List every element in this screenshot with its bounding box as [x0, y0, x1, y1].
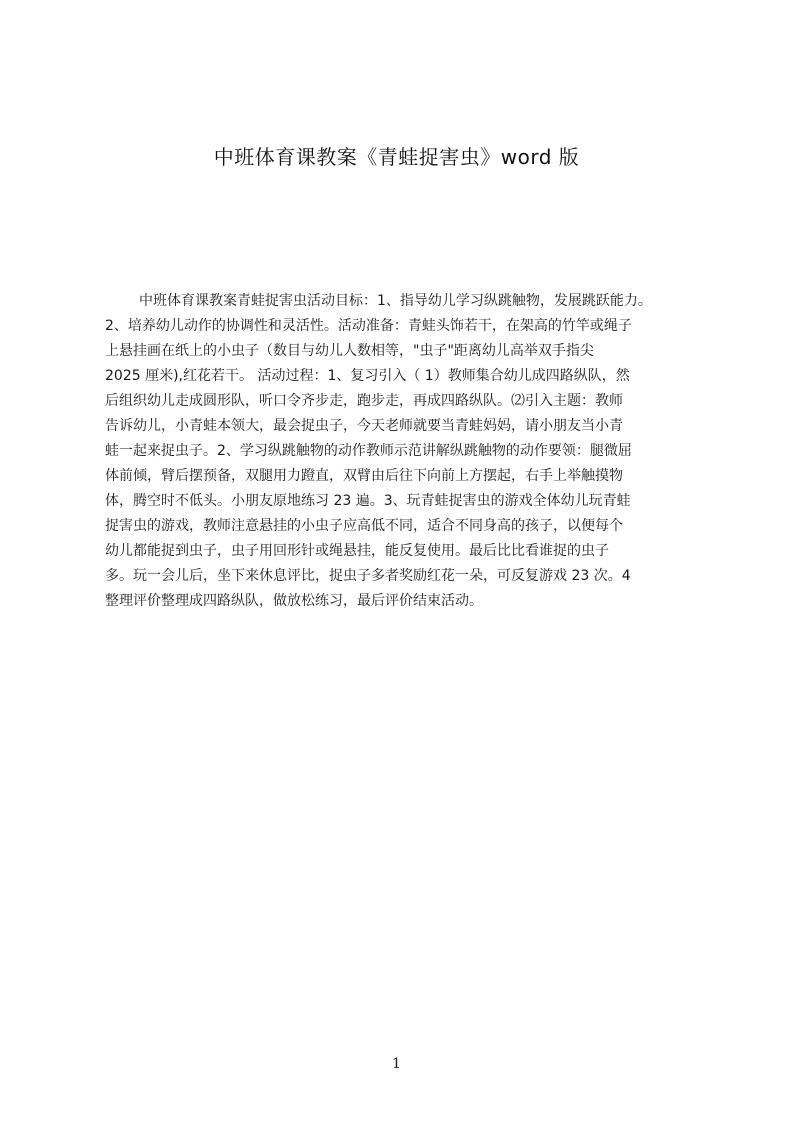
body-line: 多。玩一会儿后，坐下来休息评比，捉虫子多者奖励红花一朵，可反复游戏 23 次。4 — [105, 568, 631, 584]
page-number: 1 — [392, 1056, 401, 1072]
body-line: 上悬挂画在纸上的小虫子（数目与幼儿人数相等，"虫子"距离幼儿高举双手指尖 — [105, 343, 594, 359]
body-line: 整理评价整理成四路纵队，做放松练习，最后评价结束活动。 — [105, 593, 483, 609]
body-line: 告诉幼儿，小青蛙本领大，最会捉虫子，今天老师就要当青蛙妈妈，请小朋友当小青 — [105, 418, 623, 434]
body-line: 蛙一起来捉虫子。2、学习纵跳触物的动作教师示范讲解纵跳触物的动作要领：腿微屈 — [105, 443, 632, 459]
body-line: 捉害虫的游戏，教师注意悬挂的小虫子应高低不同，适合不同身高的孩子，以便每个 — [105, 518, 623, 534]
body-line: 中班体育课教案青蛙捉害虫活动目标：1、指导幼儿学习纵跳触物，发展跳跃能力。 — [139, 293, 652, 309]
body-line: 后组织幼儿走成圆形队，听口令齐步走，跑步走，再成四路纵队。⑵引入主题：教师 — [105, 393, 623, 409]
document-body — [105, 289, 697, 641]
body-line: 2、培养幼儿动作的协调性和灵活性。活动准备：青蛙头饰若干，在架高的竹竿或绳子 — [105, 318, 632, 334]
body-line: 体，腾空时不低头。小朋友原地练习 23 遍。3、玩青蛙捉害虫的游戏全体幼儿玩青蛙 — [105, 493, 631, 509]
body-line: 2025 厘米),红花若干。 活动过程：1、复习引入（ 1）教师集合幼儿成四路纵队，然 — [105, 368, 630, 384]
body-line: 体前倾，臂后摆预备，双腿用力蹬直，双臂由后往下向前上方摆起，右手上举触摸物 — [105, 468, 623, 484]
document-title: 中班体育课教案《青蛙捉害虫》word 版 — [213, 145, 580, 169]
body-line: 幼儿都能捉到虫子，虫子用回形针或绳悬挂，能反复使用。最后比比看谁捉的虫子 — [105, 543, 609, 559]
